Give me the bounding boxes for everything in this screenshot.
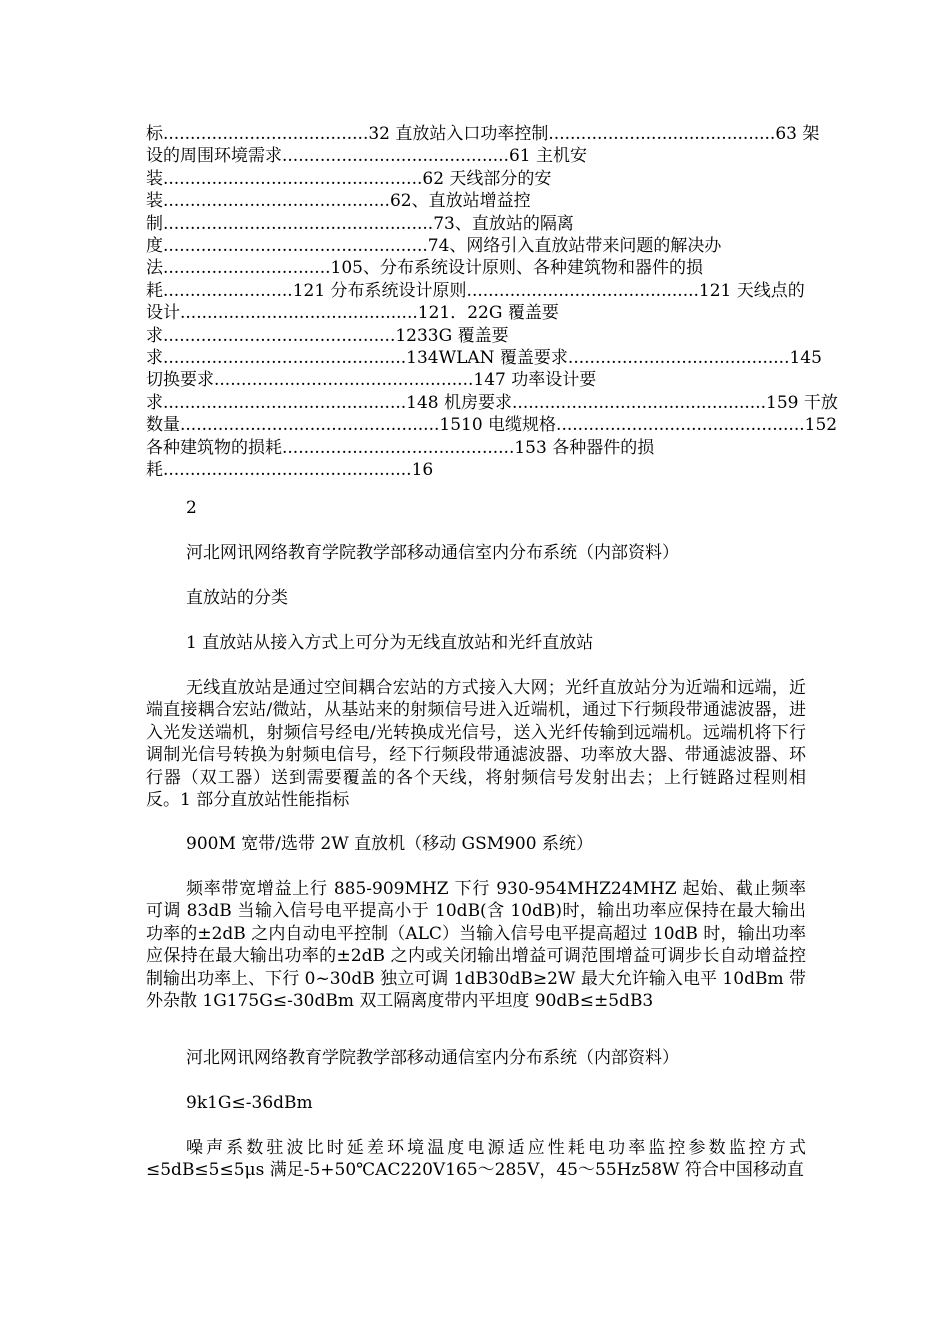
page-number: 2 — [186, 498, 197, 518]
toc-line: 度.................................................74、网络引入直放站带来问题的解决办 — [146, 236, 722, 257]
toc-line: 求...........................................1233G 覆盖要 — [146, 325, 509, 346]
section-title: 直放站的分类 — [186, 588, 288, 608]
page-header: 河北网讯网络教育学院教学部移动通信室内分布系统（内部资料） — [186, 1048, 679, 1068]
spec-line: 9k1G≤-36dBm — [186, 1093, 313, 1113]
toc-line: 求.............................................148 机房要求...............................................159 干放 — [146, 392, 838, 413]
toc-line: 法...............................105、分布系统设计原则、各种建筑物和器件的损 — [146, 258, 703, 279]
toc-line: 制..................................................73、直放站的隔离 — [146, 213, 574, 234]
toc-line: 设的周围环境需求..........................................61 主机安 — [146, 146, 587, 167]
toc-line: 求.............................................134WLAN 覆盖要求.........................................145 — [146, 348, 822, 369]
toc-line: 数量................................................1510 电缆规格..............................................152 — [146, 415, 838, 436]
table-of-contents — [146, 123, 838, 482]
spec-paragraph: 频率带宽增益上行 885-909MHZ 下行 930-954MHZ24MHZ 起始、截止频率可调 83dB 当输入信号电平提高小于 10dB(含 10dB)时，输出功率应保持在最大输出功率的±2dB 之内自动电平控制（ALC）当输入信号电平提高超过 10dB 时，输出功率应保持在最大输出功率的±2dB 之内或关闭输出增益可调范围增益可调步长自动增益控制输出功率上、下行 0~30dB 独立可调 1dB30dB≥2W 最大允许输入电平 10dBm 带外杂散 1G175G≤-30dBm 双工隔离度带内平坦度 90dB≤±5dB3 — [146, 879, 806, 1012]
subsection-heading: 900M 宽带/选带 2W 直放机（移动 GSM900 系统） — [186, 834, 593, 854]
toc-line: 各种建筑物的损耗...........................................153 各种器件的损 — [146, 437, 655, 458]
body-paragraph: 无线直放站是通过空间耦合宏站的方式接入大网；光纤直放站分为近端和远端，近端直接耦合宏站/微站，从基站来的射频信号进入近端机，通过下行频段带通滤波器，进入光发送端机，射频信号经电/光转换成光信号，送入光纤传输到远端机。远端机将下行调制光信号转换为射频电信号，经下行频段带通滤波器、功率放大器、带通滤波器、环行器（双工器）送到需要覆盖的各个天线，将射频信号发射出去；上行链路过程则相反。1 部分直放站性能指标 — [146, 678, 806, 811]
toc-line: 标......................................32 直放站入口功率控制..........................................63 架 — [146, 124, 820, 144]
toc-line: 装................................................62 天线部分的安 — [146, 168, 552, 189]
subsection-heading: 1 直放站从接入方式上可分为无线直放站和光纤直放站 — [186, 633, 594, 653]
toc-line: 耗........................121 分布系统设计原则...........................................121 天线点的 — [146, 280, 805, 301]
page-header: 河北网讯网络教育学院教学部移动通信室内分布系统（内部资料） — [186, 543, 679, 563]
toc-line: 切换要求................................................147 功率设计要 — [146, 370, 597, 391]
body-paragraph: 噪声系数驻波比时延差环境温度电源适应性耗电功率监控参数监控方式≤5dB≤5≤5μs 满足-5+50℃AC220V165～285V，45～55Hz58W 符合中国移动直 — [146, 1138, 806, 1181]
toc-line: 装..........................................62、直放站增益控 — [146, 191, 531, 212]
toc-line: 设计............................................121．22G 覆盖要 — [146, 303, 559, 324]
toc-line: 耗..............................................16 — [146, 460, 434, 481]
